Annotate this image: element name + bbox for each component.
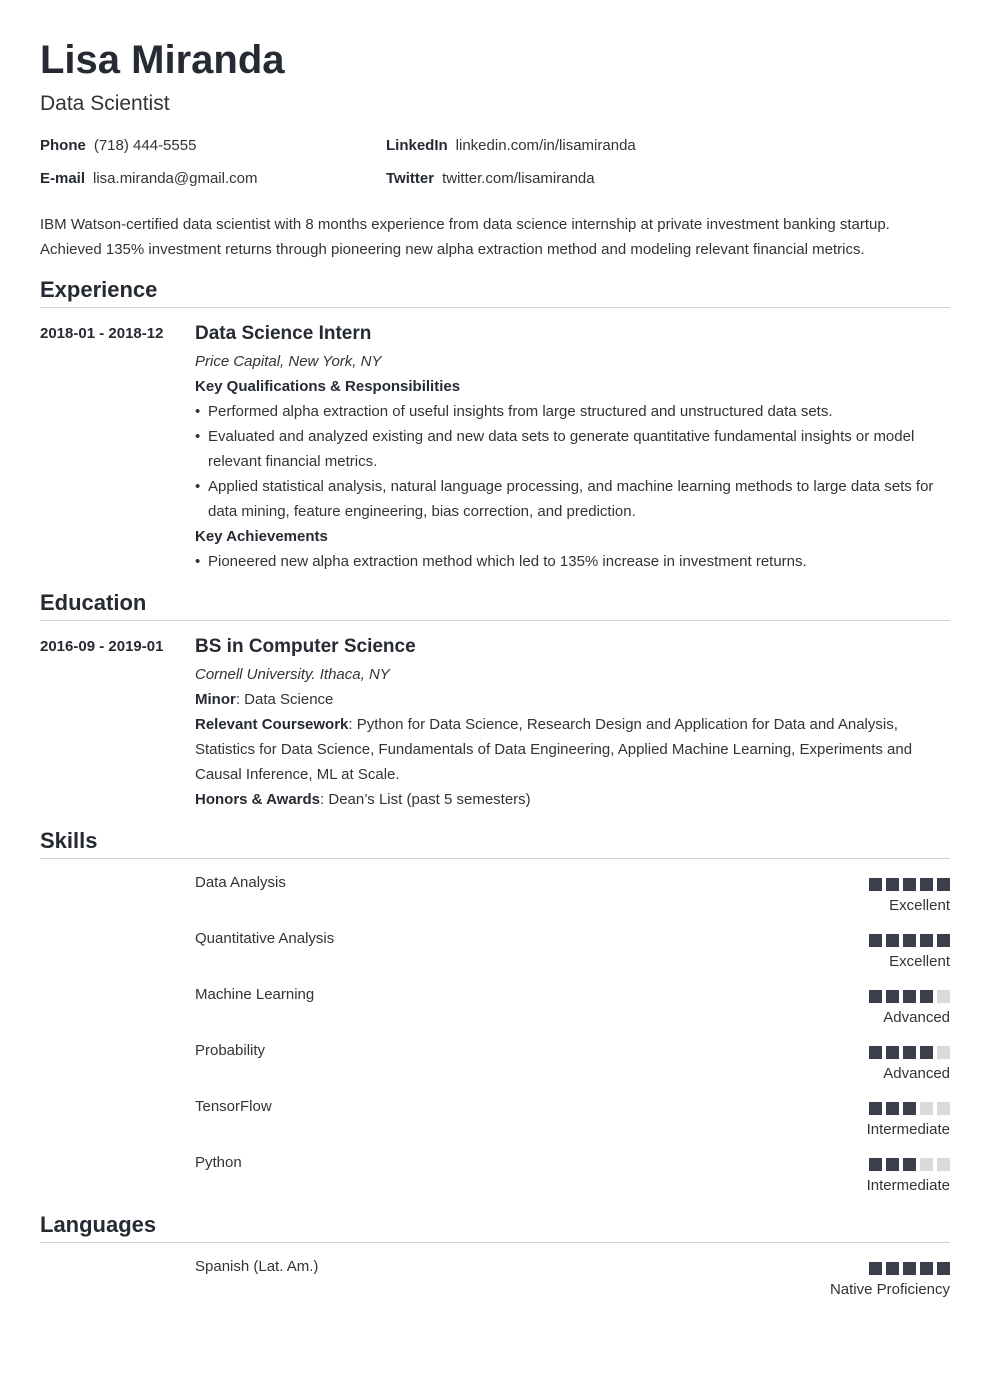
linkedin-label: LinkedIn — [386, 137, 448, 154]
rating-dots — [865, 1046, 950, 1059]
rating-dot-filled — [886, 990, 899, 1003]
rating-dot-filled — [869, 990, 882, 1003]
rating-dot-filled — [869, 1102, 882, 1115]
qualifications-heading: Key Qualifications & Responsibilities — [195, 378, 461, 395]
rating-dot-empty — [920, 1102, 933, 1115]
honors-value: : Dean’s List (past 5 semesters) — [320, 791, 531, 808]
contact-linkedin — [386, 136, 636, 156]
rating-dot-filled — [886, 934, 899, 947]
skill-row — [40, 1152, 950, 1208]
minor-label: Minor — [195, 691, 236, 708]
experience-heading: Experience — [40, 276, 950, 308]
language-row — [40, 1256, 950, 1312]
languages-section — [40, 1211, 950, 1312]
language-name: Spanish (Lat. Am.) — [195, 1258, 319, 1275]
contact-email — [40, 169, 257, 189]
experience-body — [195, 321, 950, 574]
rating-dot-filled — [903, 1102, 916, 1115]
proficiency-level: Excellent — [889, 953, 950, 970]
education-coursework — [195, 712, 950, 787]
skill-row — [40, 1040, 950, 1096]
skill-row — [40, 872, 950, 928]
minor-value: : Data Science — [235, 691, 334, 708]
rating-dot-filled — [937, 1262, 950, 1275]
contact-phone — [40, 136, 196, 156]
email-label: E-mail — [40, 170, 86, 187]
education-section — [40, 589, 950, 812]
skill-name: Quantitative Analysis — [195, 930, 335, 947]
coursework-value: : Python for Data Science, Research Design and Application for Data and Analysis, Statistics for Data Science, Fundamentals of Data Engineering, Applied Machine Learning, Experiments and Causal Inference, ML at Scale. — [195, 716, 913, 783]
rating-dot-filled — [920, 1262, 933, 1275]
twitter-value[interactable]: twitter.com/lisamiranda — [442, 170, 595, 187]
list-item: • Pioneered new alpha extraction method which led to 135% increase in investment returns. — [195, 549, 950, 574]
languages-heading: Languages — [40, 1211, 950, 1243]
skill-row — [40, 928, 950, 984]
rating-dot-filled — [869, 1158, 882, 1171]
experience-entry — [40, 321, 950, 574]
rating-dot-filled — [903, 1262, 916, 1275]
rating-dot-filled — [886, 1158, 899, 1171]
education-entry — [40, 634, 950, 812]
rating-dot-filled — [903, 1046, 916, 1059]
rating-dot-filled — [920, 990, 933, 1003]
rating-dot-empty — [937, 1158, 950, 1171]
education-date: 2016-09 - 2019-01 — [40, 638, 164, 655]
rating-dot-filled — [903, 934, 916, 947]
proficiency-level: Advanced — [883, 1009, 950, 1026]
phone-label: Phone — [40, 137, 86, 154]
proficiency-level: Intermediate — [866, 1121, 950, 1138]
skills-section — [40, 827, 950, 1208]
rating-dot-filled — [869, 1046, 882, 1059]
skill-name: Python — [195, 1154, 242, 1171]
proficiency-level: Excellent — [889, 897, 950, 914]
rating-dot-filled — [920, 934, 933, 947]
rating-dots — [865, 878, 950, 891]
skill-name: TensorFlow — [195, 1098, 272, 1115]
rating-dots — [865, 1102, 950, 1115]
rating-dot-filled — [886, 1046, 899, 1059]
skill-name: Data Analysis — [195, 874, 286, 891]
rating-dots — [865, 934, 950, 947]
rating-dot-empty — [937, 990, 950, 1003]
education-honors — [195, 787, 950, 812]
skill-name: Probability — [195, 1042, 266, 1059]
education-degree: BS in Computer Science — [195, 636, 416, 657]
education-minor — [195, 687, 950, 712]
rating-dots — [865, 1262, 950, 1275]
linkedin-value[interactable]: linkedin.com/in/lisamiranda — [455, 137, 636, 154]
experience-section — [40, 276, 950, 574]
rating-dots — [865, 990, 950, 1003]
rating-dot-filled — [886, 1262, 899, 1275]
rating-dot-filled — [869, 878, 882, 891]
skill-row — [40, 1096, 950, 1152]
list-item: • Performed alpha extraction of useful insights from large structured and unstructured data sets. — [195, 399, 950, 424]
achievements-list — [195, 549, 950, 574]
proficiency-level: Native Proficiency — [829, 1281, 950, 1298]
proficiency-level: Intermediate — [866, 1177, 950, 1194]
coursework-label: Relevant Coursework — [195, 716, 349, 733]
rating-dot-filled — [869, 934, 882, 947]
languages-list — [40, 1256, 950, 1312]
rating-dot-filled — [886, 1102, 899, 1115]
rating-dots — [865, 1158, 950, 1171]
rating-dot-filled — [920, 878, 933, 891]
list-item: • Evaluated and analyzed existing and new data sets to generate quantitative fundamental insights or model relevant financial metrics. — [195, 424, 950, 474]
phone-value: (718) 444-5555 — [93, 137, 197, 154]
experience-org: Price Capital, New York, NY — [195, 353, 382, 370]
rating-dot-filled — [903, 878, 916, 891]
experience-role: Data Science Intern — [195, 323, 372, 344]
candidate-name: Lisa Miranda — [40, 38, 285, 82]
rating-dot-filled — [920, 1046, 933, 1059]
honors-label: Honors & Awards — [195, 791, 321, 808]
skill-name: Machine Learning — [195, 986, 315, 1003]
candidate-title: Data Scientist — [40, 92, 170, 115]
experience-date: 2018-01 - 2018-12 — [40, 325, 164, 342]
education-school: Cornell University. Ithaca, NY — [195, 666, 390, 683]
achievements-heading: Key Achievements — [195, 528, 328, 545]
contact-twitter — [386, 169, 595, 189]
education-body — [195, 634, 950, 812]
skills-heading: Skills — [40, 827, 950, 859]
rating-dot-filled — [886, 878, 899, 891]
skills-list — [40, 872, 950, 1208]
qualifications-list — [195, 399, 950, 524]
proficiency-level: Advanced — [883, 1065, 950, 1082]
list-item: • Applied statistical analysis, natural language processing, and machine learning methods to large data sets for data mining, feature engineering, bias correction, and prediction. — [195, 474, 950, 524]
rating-dot-filled — [903, 990, 916, 1003]
rating-dot-empty — [937, 1046, 950, 1059]
rating-dot-filled — [937, 934, 950, 947]
rating-dot-empty — [937, 1102, 950, 1115]
skill-row — [40, 984, 950, 1040]
profile-summary: IBM Watson-certified data scientist with 8 months experience from data science internship at private investment banking startup. Achieved 135% investment returns through pioneering new alpha extraction method and modeling relevant financial metrics. — [40, 216, 890, 258]
rating-dot-filled — [937, 878, 950, 891]
rating-dot-empty — [920, 1158, 933, 1171]
rating-dot-filled — [903, 1158, 916, 1171]
education-heading: Education — [40, 589, 950, 621]
twitter-label: Twitter — [386, 170, 435, 187]
email-value[interactable]: lisa.miranda@gmail.com — [93, 170, 258, 187]
rating-dot-filled — [869, 1262, 882, 1275]
